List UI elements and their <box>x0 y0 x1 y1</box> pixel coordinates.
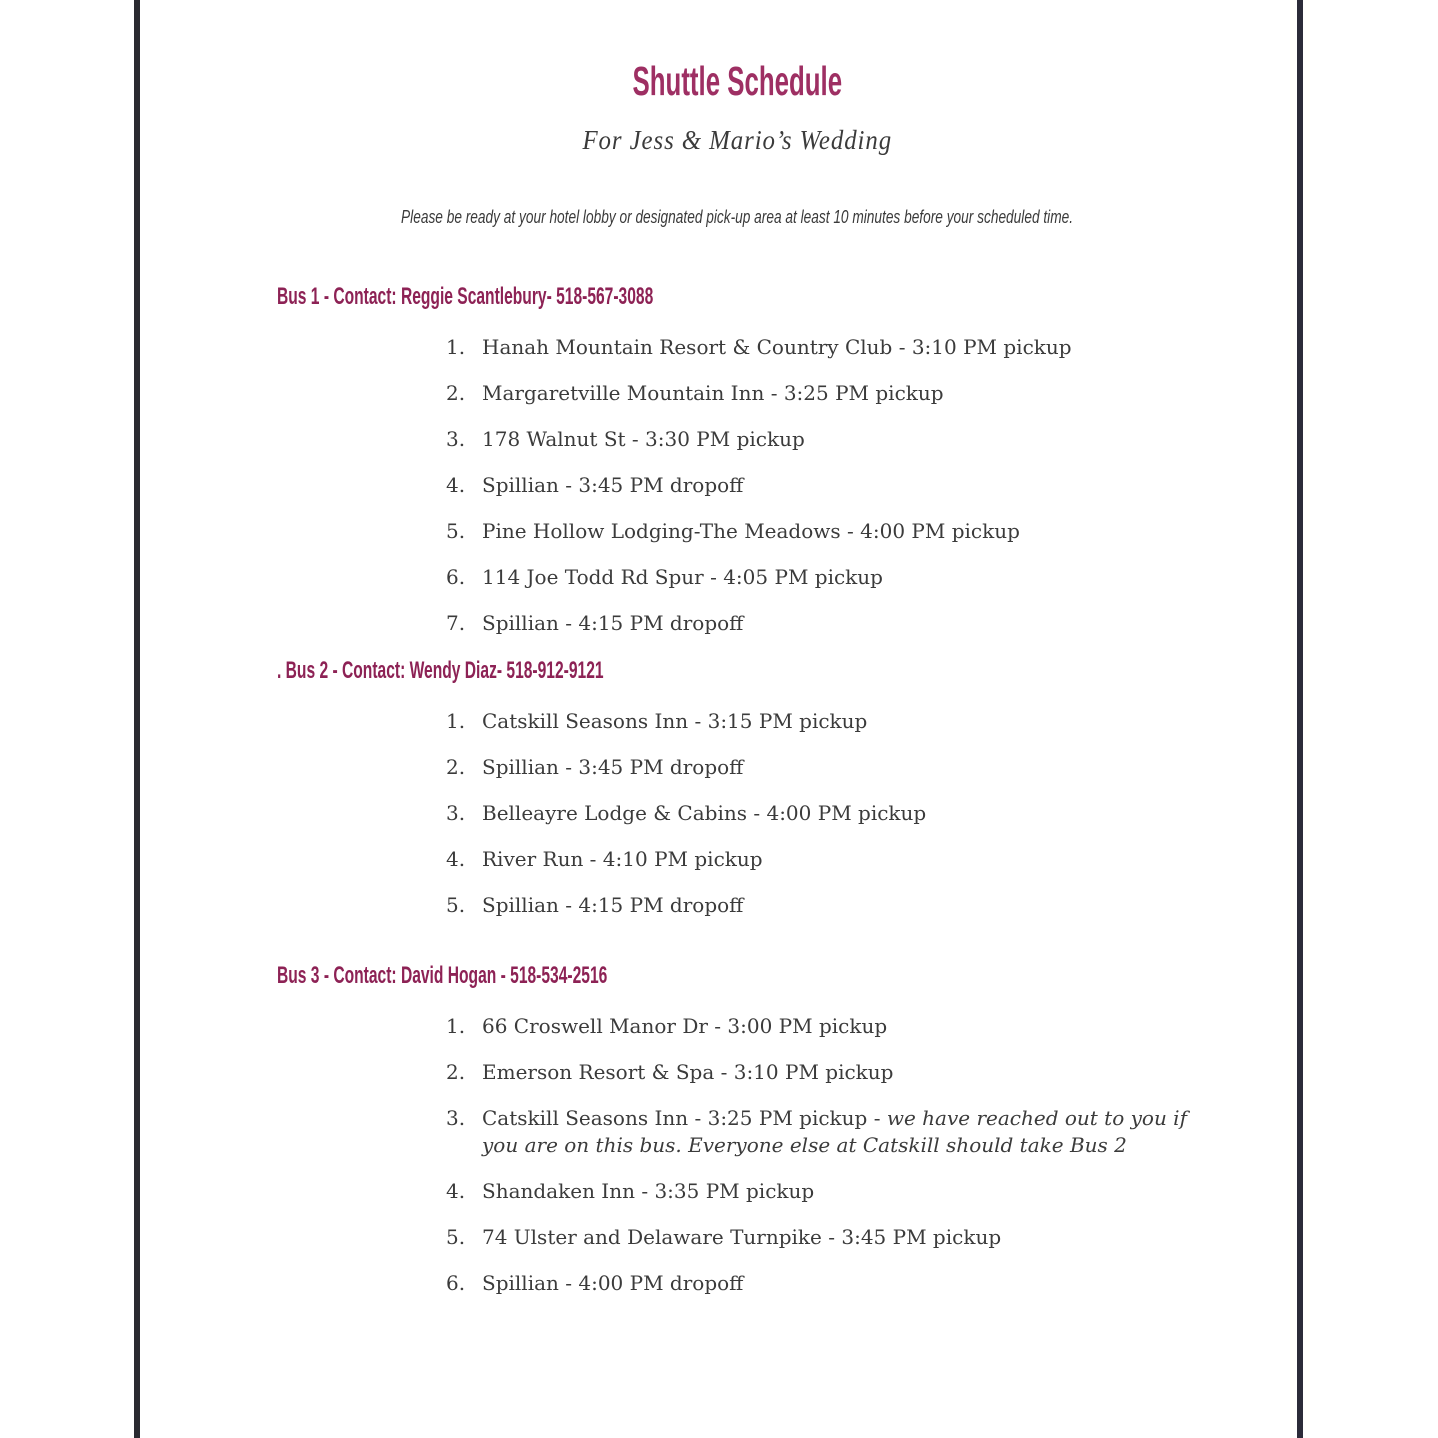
stop-text-main: 114 Joe Todd Rd Spur - 4:05 PM pickup <box>482 565 883 589</box>
stop-text-main: River Run - 4:10 PM pickup <box>482 847 763 871</box>
bus-3-stop-list <box>277 1013 1197 1297</box>
stop-text-main: Emerson Resort & Spa - 3:10 PM pickup <box>482 1060 894 1084</box>
subtitle <box>277 122 1197 158</box>
stop-item <box>277 892 1197 919</box>
bus-3-group <box>277 961 1197 1297</box>
stop-item <box>277 754 1197 781</box>
stop-item <box>277 800 1197 827</box>
stop-text <box>482 846 763 873</box>
stop-item <box>277 1105 1197 1159</box>
stop-text <box>482 1013 887 1040</box>
stop-number: 4. <box>446 473 466 497</box>
stop-item <box>277 518 1197 545</box>
stop-number: 5. <box>446 1225 466 1249</box>
stop-text-main: Pine Hollow Lodging-The Meadows - 4:00 PM pickup <box>482 519 1020 543</box>
stop-text-main: Spillian - 3:45 PM dropoff <box>482 473 744 497</box>
stop-text <box>482 380 944 407</box>
stop-text-main: Spillian - 3:45 PM dropoff <box>482 755 744 779</box>
stop-item <box>277 380 1197 407</box>
subtitle-text: For Jess & Mario’s Wedding <box>582 125 892 155</box>
stop-text <box>482 1178 814 1205</box>
stop-text <box>482 610 743 637</box>
stop-number: 1. <box>446 709 466 733</box>
page-title <box>277 56 1197 106</box>
stop-number: 4. <box>446 1179 466 1203</box>
readiness-note <box>277 204 1197 230</box>
right-edge-bar <box>1297 0 1303 1438</box>
readiness-note-text: Please be ready at your hotel lobby or designated pick-up area at least 10 minutes before your scheduled time. <box>401 206 1073 227</box>
stop-text-main: Catskill Seasons Inn - 3:25 PM pickup - <box>482 1106 887 1130</box>
stop-text-main: Catskill Seasons Inn - 3:15 PM pickup <box>482 709 868 733</box>
stop-text-main: Spillian - 4:15 PM dropoff <box>482 611 744 635</box>
stop-number: 2. <box>446 381 466 405</box>
stop-number: 1. <box>446 1014 466 1038</box>
stop-number: 6. <box>446 1271 466 1295</box>
stop-number: 5. <box>446 519 466 543</box>
stop-number: 3. <box>446 1106 466 1130</box>
stop-item <box>277 1224 1197 1251</box>
bus-1-group <box>277 282 1197 637</box>
bus-3-heading <box>277 961 1197 991</box>
stop-text <box>482 892 743 919</box>
stop-text-main: Margaretville Mountain Inn - 3:25 PM pickup <box>482 381 944 405</box>
stop-item <box>277 1178 1197 1205</box>
stop-text <box>482 1059 893 1086</box>
stop-number: 7. <box>446 611 466 635</box>
stop-number: 3. <box>446 801 466 825</box>
stop-text-main: 178 Walnut St - 3:30 PM pickup <box>482 427 805 451</box>
stop-text <box>482 426 805 453</box>
stop-item <box>277 426 1197 453</box>
stop-text <box>482 1105 1197 1159</box>
stop-number: 1. <box>446 335 466 359</box>
stop-item <box>277 1270 1197 1297</box>
stop-text <box>482 472 743 499</box>
stop-number: 2. <box>446 1060 466 1084</box>
stop-number: 3. <box>446 427 466 451</box>
bus-1-heading-text: Bus 1 - Contact: Reggie Scantlebury- 518-567-3088 <box>277 283 654 310</box>
page-title-text: Shuttle Schedule <box>632 58 842 104</box>
stop-text <box>482 1270 743 1297</box>
bus-2-stop-list <box>277 708 1197 919</box>
stop-text <box>482 800 926 827</box>
stop-item <box>277 334 1197 361</box>
stop-text-main: Belleayre Lodge & Cabins - 4:00 PM pickup <box>482 801 927 825</box>
stop-text-main: Spillian - 4:15 PM dropoff <box>482 893 744 917</box>
stop-item <box>277 708 1197 735</box>
stop-number: 6. <box>446 565 466 589</box>
stop-text <box>482 564 883 591</box>
stop-text <box>482 754 743 781</box>
stop-number: 2. <box>446 755 466 779</box>
bus-2-heading <box>277 656 1197 686</box>
stop-item <box>277 472 1197 499</box>
stop-text-main: 74 Ulster and Delaware Turnpike - 3:45 PM pickup <box>482 1225 1002 1249</box>
stop-item <box>277 846 1197 873</box>
stop-text <box>482 334 1072 361</box>
document-content <box>140 0 1297 1438</box>
bus-2-heading-text: . Bus 2 - Contact: Wendy Diaz- 518-912-9121 <box>277 657 604 684</box>
stop-text-main: Shandaken Inn - 3:35 PM pickup <box>482 1179 815 1203</box>
stop-note-italic: we have reached out to you if you are on this bus. Everyone else at Catskill should take Bus 2 <box>482 1106 1187 1157</box>
stop-text-main: Spillian - 4:00 PM dropoff <box>482 1271 744 1295</box>
bus-1-stop-list <box>277 334 1197 637</box>
stop-text <box>482 518 1020 545</box>
stop-text-main: Hanah Mountain Resort & Country Club - 3:10 PM pickup <box>482 335 1072 359</box>
stop-item <box>277 1059 1197 1086</box>
bus-1-heading <box>277 282 1197 312</box>
stop-text-main: 66 Croswell Manor Dr - 3:00 PM pickup <box>482 1014 888 1038</box>
stop-item <box>277 564 1197 591</box>
stop-item <box>277 1013 1197 1040</box>
stop-text <box>482 1224 1001 1251</box>
stop-number: 5. <box>446 893 466 917</box>
stop-number: 4. <box>446 847 466 871</box>
stop-item <box>277 610 1197 637</box>
bus-2-group <box>277 656 1197 919</box>
bus-3-heading-text: Bus 3 - Contact: David Hogan - 518-534-2516 <box>277 962 608 989</box>
bus-schedule-list <box>277 282 1197 1297</box>
stop-text <box>482 708 867 735</box>
